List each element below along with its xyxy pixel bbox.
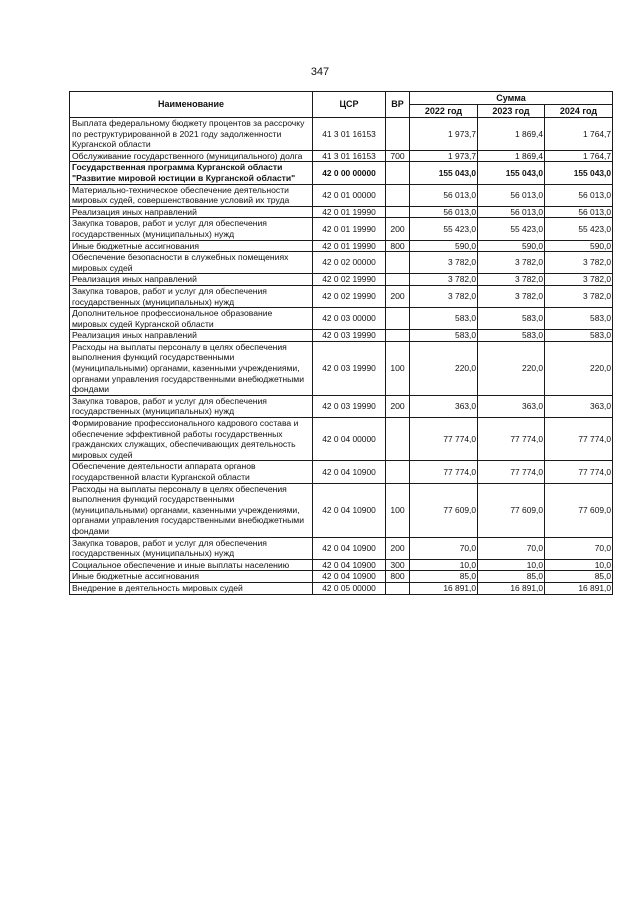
row-2024-cell: 77 774,0 bbox=[545, 418, 613, 461]
row-vr-cell: 200 bbox=[386, 218, 410, 240]
row-csr-cell: 42 0 02 00000 bbox=[313, 252, 386, 274]
table-row bbox=[70, 559, 613, 571]
row-name-cell: Формирование профессионального кадрового состава и обеспечение эффективной работы государственных гражданских служащих, обеспечивающих деятельность мировых судей bbox=[70, 418, 313, 461]
row-2024-cell: 70,0 bbox=[545, 537, 613, 559]
table-row bbox=[70, 461, 613, 483]
row-2024-cell: 55 423,0 bbox=[545, 218, 613, 240]
row-2024-cell: 220,0 bbox=[545, 341, 613, 395]
row-name-cell: Обеспечение деятельности аппарата органов государственной власти Курганской области bbox=[70, 461, 313, 483]
row-2023-cell: 363,0 bbox=[478, 395, 545, 417]
row-name-cell: Внедрение в деятельность мировых судей bbox=[70, 582, 313, 594]
row-name-cell: Реализация иных направлений bbox=[70, 330, 313, 342]
row-name-cell: Закупка товаров, работ и услуг для обеспечения государственных (муниципальных) нужд bbox=[70, 285, 313, 307]
row-2024-cell: 56 013,0 bbox=[545, 206, 613, 218]
table-row bbox=[70, 483, 613, 537]
row-2022-cell: 3 782,0 bbox=[410, 285, 478, 307]
table-row bbox=[70, 285, 613, 307]
row-2023-cell: 70,0 bbox=[478, 537, 545, 559]
row-csr-cell: 42 0 05 00000 bbox=[313, 582, 386, 594]
row-vr-cell bbox=[386, 308, 410, 330]
header-2024: 2024 год bbox=[545, 105, 613, 118]
row-vr-cell bbox=[386, 184, 410, 206]
row-csr-cell: 42 0 01 19990 bbox=[313, 240, 386, 252]
row-csr-cell: 42 0 04 10900 bbox=[313, 571, 386, 583]
row-name-cell: Дополнительное профессиональное образование мировых судей Курганской области bbox=[70, 308, 313, 330]
row-2023-cell: 3 782,0 bbox=[478, 252, 545, 274]
row-2024-cell: 590,0 bbox=[545, 240, 613, 252]
header-vr: ВР bbox=[386, 92, 410, 118]
table-row bbox=[70, 330, 613, 342]
header-name: Наименование bbox=[70, 92, 313, 118]
row-2023-cell: 77 774,0 bbox=[478, 461, 545, 483]
row-2024-cell: 16 891,0 bbox=[545, 582, 613, 594]
row-2023-cell: 590,0 bbox=[478, 240, 545, 252]
row-2022-cell: 10,0 bbox=[410, 559, 478, 571]
row-name-cell: Иные бюджетные ассигнования bbox=[70, 240, 313, 252]
row-name-cell: Иные бюджетные ассигнования bbox=[70, 571, 313, 583]
row-2024-cell: 1 764,7 bbox=[545, 118, 613, 151]
row-vr-cell bbox=[386, 330, 410, 342]
row-csr-cell: 42 0 03 19990 bbox=[313, 341, 386, 395]
row-name-cell: Закупка товаров, работ и услуг для обеспечения государственных (муниципальных) нужд bbox=[70, 395, 313, 417]
row-2023-cell: 77 774,0 bbox=[478, 418, 545, 461]
row-vr-cell bbox=[386, 162, 410, 184]
header-sum: Сумма bbox=[410, 92, 613, 105]
row-name-cell: Расходы на выплаты персоналу в целях обеспечения выполнения функций государственными (муниципальными) органами, казенными учреждениями, органами управления государственными внебюджетными фондами bbox=[70, 483, 313, 537]
row-vr-cell: 700 bbox=[386, 150, 410, 162]
row-2022-cell: 1 973,7 bbox=[410, 118, 478, 151]
row-vr-cell: 300 bbox=[386, 559, 410, 571]
table-row bbox=[70, 418, 613, 461]
row-2023-cell: 56 013,0 bbox=[478, 206, 545, 218]
row-vr-cell: 200 bbox=[386, 537, 410, 559]
row-2023-cell: 85,0 bbox=[478, 571, 545, 583]
page-number: 347 bbox=[310, 66, 330, 78]
table-row bbox=[70, 118, 613, 151]
row-2022-cell: 77 774,0 bbox=[410, 461, 478, 483]
row-2023-cell: 10,0 bbox=[478, 559, 545, 571]
row-2024-cell: 3 782,0 bbox=[545, 252, 613, 274]
table-row bbox=[70, 240, 613, 252]
row-2024-cell: 1 764,7 bbox=[545, 150, 613, 162]
row-csr-cell: 42 0 04 10900 bbox=[313, 559, 386, 571]
row-csr-cell: 41 3 01 16153 bbox=[313, 118, 386, 151]
row-2024-cell: 3 782,0 bbox=[545, 274, 613, 286]
row-csr-cell: 42 0 02 19990 bbox=[313, 285, 386, 307]
row-2023-cell: 1 869,4 bbox=[478, 150, 545, 162]
row-2023-cell: 583,0 bbox=[478, 308, 545, 330]
row-vr-cell bbox=[386, 582, 410, 594]
row-csr-cell: 42 0 03 19990 bbox=[313, 395, 386, 417]
row-csr-cell: 42 0 01 19990 bbox=[313, 218, 386, 240]
row-2023-cell: 3 782,0 bbox=[478, 274, 545, 286]
row-2022-cell: 583,0 bbox=[410, 330, 478, 342]
row-name-cell: Обеспечение безопасности в служебных помещениях мировых судей bbox=[70, 252, 313, 274]
row-csr-cell: 42 0 04 10900 bbox=[313, 461, 386, 483]
row-vr-cell: 800 bbox=[386, 240, 410, 252]
table-row bbox=[70, 537, 613, 559]
row-name-cell: Закупка товаров, работ и услуг для обеспечения государственных (муниципальных) нужд bbox=[70, 537, 313, 559]
row-csr-cell: 42 0 04 10900 bbox=[313, 483, 386, 537]
row-csr-cell: 42 0 02 19990 bbox=[313, 274, 386, 286]
table-row bbox=[70, 162, 613, 184]
row-csr-cell: 42 0 03 00000 bbox=[313, 308, 386, 330]
row-2024-cell: 10,0 bbox=[545, 559, 613, 571]
row-2022-cell: 77 774,0 bbox=[410, 418, 478, 461]
row-2023-cell: 77 609,0 bbox=[478, 483, 545, 537]
row-name-cell: Выплата федеральному бюджету процентов за рассрочку по реструктурированной в 2021 году задолженности Курганской области bbox=[70, 118, 313, 151]
row-2023-cell: 220,0 bbox=[478, 341, 545, 395]
row-csr-cell: 42 0 04 00000 bbox=[313, 418, 386, 461]
row-2024-cell: 583,0 bbox=[545, 308, 613, 330]
row-2024-cell: 77 609,0 bbox=[545, 483, 613, 537]
row-name-cell: Реализация иных направлений bbox=[70, 206, 313, 218]
row-2022-cell: 1 973,7 bbox=[410, 150, 478, 162]
table-body bbox=[70, 118, 613, 595]
row-csr-cell: 42 0 00 00000 bbox=[313, 162, 386, 184]
row-2024-cell: 56 013,0 bbox=[545, 184, 613, 206]
row-2022-cell: 85,0 bbox=[410, 571, 478, 583]
row-vr-cell: 800 bbox=[386, 571, 410, 583]
row-name-cell: Закупка товаров, работ и услуг для обеспечения государственных (муниципальных) нужд bbox=[70, 218, 313, 240]
table-row bbox=[70, 150, 613, 162]
row-2024-cell: 583,0 bbox=[545, 330, 613, 342]
row-2023-cell: 16 891,0 bbox=[478, 582, 545, 594]
row-csr-cell: 42 0 01 00000 bbox=[313, 184, 386, 206]
table-row bbox=[70, 252, 613, 274]
table-row bbox=[70, 308, 613, 330]
row-2024-cell: 155 043,0 bbox=[545, 162, 613, 184]
row-vr-cell: 100 bbox=[386, 483, 410, 537]
row-name-cell: Обслуживание государственного (муниципального) долга bbox=[70, 150, 313, 162]
row-2022-cell: 155 043,0 bbox=[410, 162, 478, 184]
row-2023-cell: 1 869,4 bbox=[478, 118, 545, 151]
row-vr-cell bbox=[386, 118, 410, 151]
row-vr-cell: 200 bbox=[386, 285, 410, 307]
table-row bbox=[70, 571, 613, 583]
header-csr: ЦСР bbox=[313, 92, 386, 118]
row-2022-cell: 16 891,0 bbox=[410, 582, 478, 594]
table-row bbox=[70, 218, 613, 240]
row-2023-cell: 155 043,0 bbox=[478, 162, 545, 184]
table-row bbox=[70, 184, 613, 206]
row-vr-cell bbox=[386, 274, 410, 286]
row-2022-cell: 3 782,0 bbox=[410, 252, 478, 274]
row-csr-cell: 42 0 03 19990 bbox=[313, 330, 386, 342]
row-name-cell: Реализация иных направлений bbox=[70, 274, 313, 286]
table-row bbox=[70, 274, 613, 286]
row-2022-cell: 56 013,0 bbox=[410, 206, 478, 218]
row-vr-cell bbox=[386, 206, 410, 218]
row-2024-cell: 363,0 bbox=[545, 395, 613, 417]
row-vr-cell: 200 bbox=[386, 395, 410, 417]
row-2023-cell: 583,0 bbox=[478, 330, 545, 342]
budget-table bbox=[69, 91, 613, 595]
row-2022-cell: 55 423,0 bbox=[410, 218, 478, 240]
row-vr-cell: 100 bbox=[386, 341, 410, 395]
row-2022-cell: 583,0 bbox=[410, 308, 478, 330]
table-row bbox=[70, 341, 613, 395]
row-2022-cell: 363,0 bbox=[410, 395, 478, 417]
header-2022: 2022 год bbox=[410, 105, 478, 118]
table-row bbox=[70, 395, 613, 417]
row-vr-cell bbox=[386, 461, 410, 483]
row-csr-cell: 41 3 01 16153 bbox=[313, 150, 386, 162]
table-row bbox=[70, 582, 613, 594]
row-2022-cell: 220,0 bbox=[410, 341, 478, 395]
row-2022-cell: 77 609,0 bbox=[410, 483, 478, 537]
row-name-cell: Социальное обеспечение и иные выплаты населению bbox=[70, 559, 313, 571]
table-row bbox=[70, 206, 613, 218]
row-2022-cell: 56 013,0 bbox=[410, 184, 478, 206]
row-2022-cell: 3 782,0 bbox=[410, 274, 478, 286]
row-2023-cell: 3 782,0 bbox=[478, 285, 545, 307]
row-2024-cell: 3 782,0 bbox=[545, 285, 613, 307]
row-name-cell: Расходы на выплаты персоналу в целях обеспечения выполнения функций государственными (муниципальными) органами, казенными учреждениями, органами управления государственными внебюджетными фондами bbox=[70, 341, 313, 395]
row-2022-cell: 590,0 bbox=[410, 240, 478, 252]
row-2023-cell: 56 013,0 bbox=[478, 184, 545, 206]
row-2022-cell: 70,0 bbox=[410, 537, 478, 559]
row-csr-cell: 42 0 01 19990 bbox=[313, 206, 386, 218]
row-csr-cell: 42 0 04 10900 bbox=[313, 537, 386, 559]
row-name-cell: Материально-техническое обеспечение деятельности мировых судей, совершенствование условий их труда bbox=[70, 184, 313, 206]
row-2024-cell: 77 774,0 bbox=[545, 461, 613, 483]
row-2023-cell: 55 423,0 bbox=[478, 218, 545, 240]
row-vr-cell bbox=[386, 418, 410, 461]
row-2024-cell: 85,0 bbox=[545, 571, 613, 583]
row-vr-cell bbox=[386, 252, 410, 274]
row-name-cell: Государственная программа Курганской области "Развитие мировой юстиции в Курганской области" bbox=[70, 162, 313, 184]
header-2023: 2023 год bbox=[478, 105, 545, 118]
